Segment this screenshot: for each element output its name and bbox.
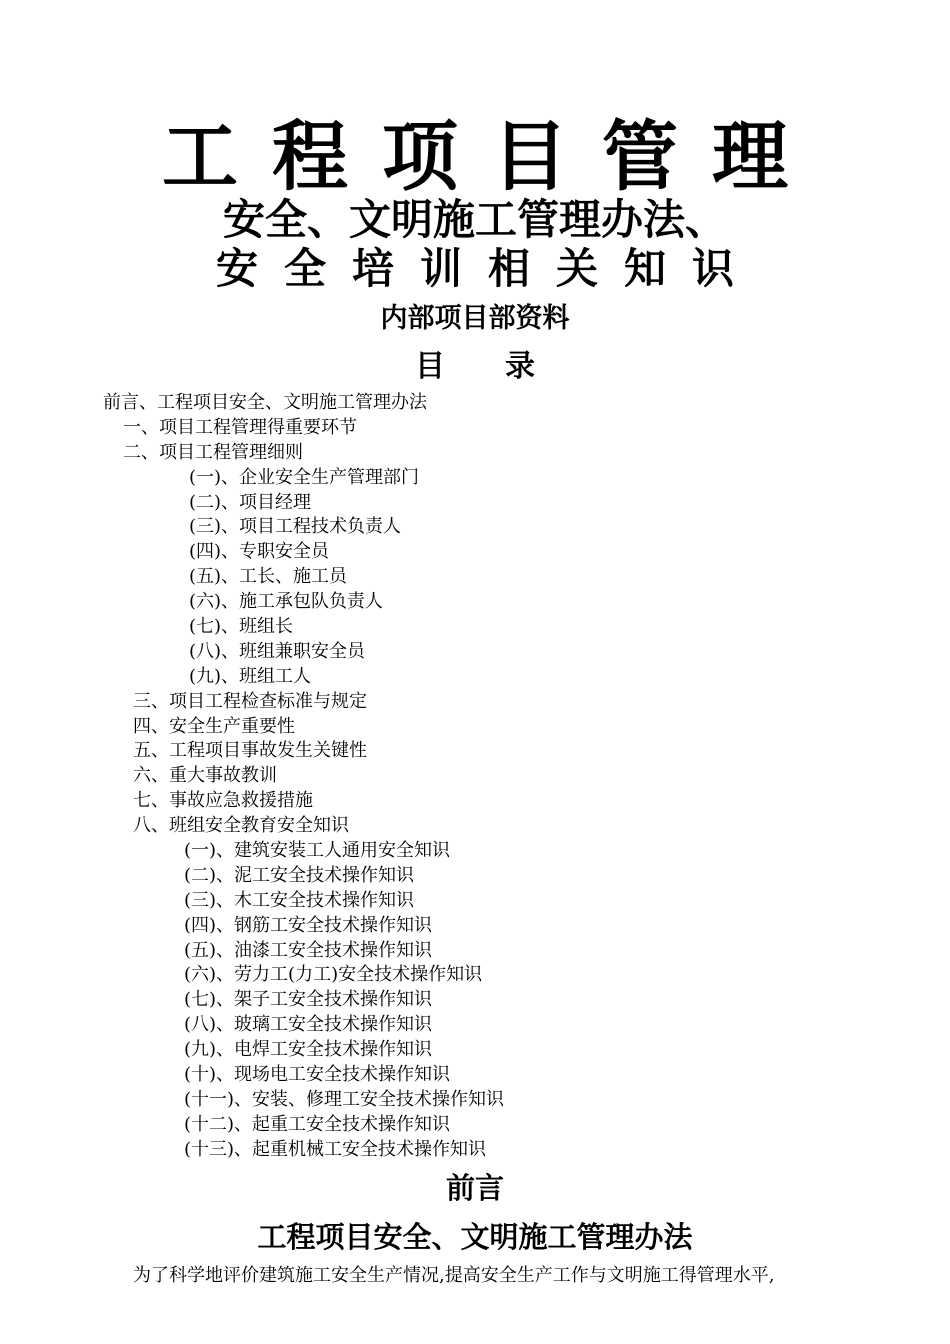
toc-item: (九)、电焊工安全技术操作知识 <box>184 1039 433 1061</box>
toc-item: (八)、玻璃工安全技术操作知识 <box>184 1014 433 1036</box>
body-paragraph: 为了科学地评价建筑施工安全生产情况,提高安全生产工作与文明施工得管理水平, <box>133 1265 775 1286</box>
toc-item: 五、工程项目事故发生关键性 <box>133 740 367 762</box>
toc-item: (二)、泥工安全技术操作知识 <box>184 864 415 886</box>
toc-item: 八、班组安全教育安全知识 <box>133 815 349 837</box>
document-title-line-2: 安全、文明施工管理办法、 <box>222 195 727 244</box>
document-subtitle: 内部项目部资料 <box>380 303 570 334</box>
toc-item: (十三)、起重机械工安全技术操作知识 <box>184 1138 487 1160</box>
toc-item: (九)、班组工人 <box>189 665 312 687</box>
toc-item: (十一)、安装、修理工安全技术操作知识 <box>184 1088 505 1110</box>
table-of-contents <box>0 391 950 1163</box>
toc-item: 六、重大事故教训 <box>133 765 277 787</box>
toc-item: (一)、企业安全生产管理部门 <box>189 466 420 488</box>
section-heading: 前言 <box>445 1171 504 1205</box>
section-subheading: 工程项目安全、文明施工管理办法 <box>257 1220 693 1254</box>
toc-item: (一)、建筑安装工人通用安全知识 <box>184 840 451 862</box>
toc-item: (三)、木工安全技术操作知识 <box>184 889 415 911</box>
toc-item: (十二)、起重工安全技术操作知识 <box>184 1113 451 1135</box>
toc-item: 一、项目工程管理得重要环节 <box>123 416 357 438</box>
toc-item: 七、事故应急救援措施 <box>133 790 313 812</box>
toc-item: (十)、现场电工安全技术操作知识 <box>184 1064 451 1086</box>
toc-item: 前言、工程项目安全、文明施工管理办法 <box>103 392 427 413</box>
toc-item: (六)、施工承包队负责人 <box>189 591 384 613</box>
toc-item: 二、项目工程管理细则 <box>123 441 303 463</box>
toc-item: (四)、专职安全员 <box>189 541 330 563</box>
toc-item: (二)、项目经理 <box>189 491 312 513</box>
toc-item: (六)、劳力工(力工)安全技术操作知识 <box>184 964 483 986</box>
toc-item: (五)、工长、施工员 <box>189 566 348 588</box>
document-title: 工程项目管理 <box>162 112 822 201</box>
toc-item: (五)、油漆工安全技术操作知识 <box>184 939 433 961</box>
toc-item: (七)、架子工安全技术操作知识 <box>184 989 433 1011</box>
toc-item: 三、项目工程检查标准与规定 <box>133 690 367 712</box>
toc-item: (七)、班组长 <box>189 616 294 638</box>
toc-item: 四、安全生产重要性 <box>133 715 295 737</box>
toc-item: (三)、项目工程技术负责人 <box>189 516 402 538</box>
toc-item: (八)、班组兼职安全员 <box>189 640 366 662</box>
toc-item: (四)、钢筋工安全技术操作知识 <box>184 914 433 936</box>
toc-heading: 目录 <box>415 349 595 384</box>
document-title-line-3: 安全培训相关知识 <box>215 244 760 293</box>
